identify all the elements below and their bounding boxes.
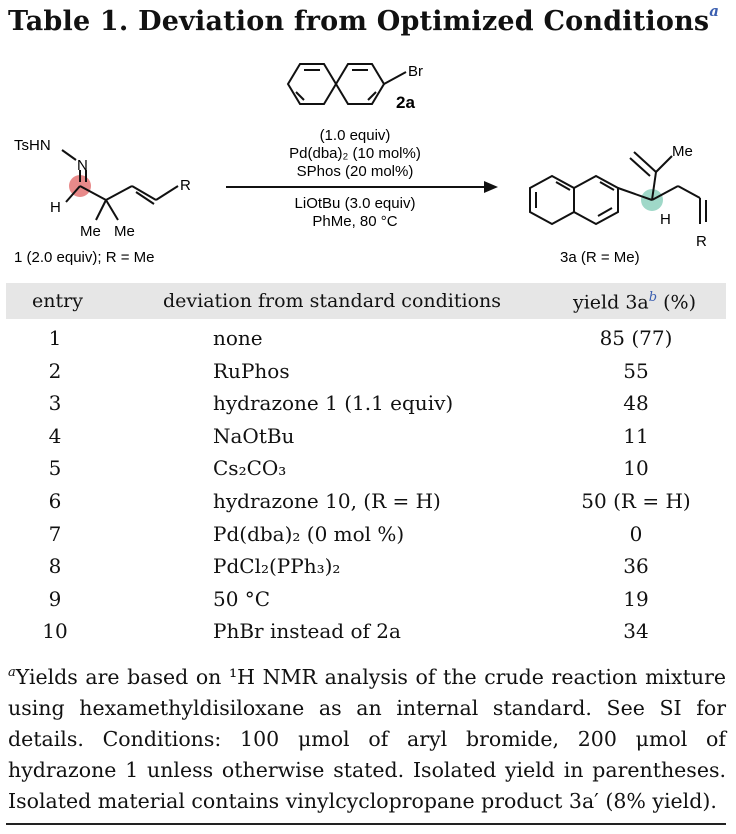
header-deviation: deviation from standard conditions xyxy=(163,290,502,312)
table-footnote xyxy=(8,657,726,817)
cell-entry: 1 xyxy=(48,326,62,350)
header-yield-mark: b xyxy=(648,290,658,305)
product-r-label: R xyxy=(696,233,707,250)
h-label: H xyxy=(50,199,61,216)
header-yield xyxy=(573,290,696,313)
footnote-a-mark: a xyxy=(8,665,16,680)
product-structure xyxy=(530,143,707,266)
product-me-label: Me xyxy=(672,143,693,160)
cell-entry: 6 xyxy=(48,488,62,513)
header-entry: entry xyxy=(32,290,83,312)
hydrazone-structure xyxy=(14,137,191,266)
title-footnote-mark: a xyxy=(709,2,720,20)
cell-entry: 3 xyxy=(48,391,62,416)
r-label: R xyxy=(180,177,191,194)
table-row xyxy=(6,420,726,453)
table-row xyxy=(6,322,726,355)
cell-entry: 9 xyxy=(48,586,62,611)
cell-deviation: RuPhos xyxy=(213,358,290,383)
cell-yield: 85 (77) xyxy=(599,326,673,350)
footnote-text: Yields are based on ¹H NMR analysis of the crude reaction mixture using hexamethyldisiloxane as an internal standard. See SI for details. Conditions: 100 μmol of aryl bromide, 200 μmol of hydrazone 1 unless otherwise stated. Isolated yield in parentheses. Isolated material contains vinylcyclopropane product 3a′ (8% yield). xyxy=(8,664,726,813)
substrate-caption: 1 (2.0 equiv); R = Me xyxy=(14,249,155,266)
n-label: N xyxy=(77,157,88,174)
reaction-scheme xyxy=(0,52,736,282)
cell-entry: 10 xyxy=(42,619,68,644)
cell-yield: 0 xyxy=(629,521,643,546)
cell-deviation: 50 °C xyxy=(213,586,271,611)
table-title-text: Table 1. Deviation from Optimized Conditions xyxy=(8,6,710,37)
cell-entry: 4 xyxy=(48,423,62,448)
bromonaphthalene-structure xyxy=(288,64,406,104)
cell-yield: 19 xyxy=(623,586,649,611)
reagent-label: 2a xyxy=(396,93,415,112)
table-row xyxy=(6,583,726,616)
cell-entry: 8 xyxy=(48,554,62,579)
table-body xyxy=(6,322,726,648)
cell-yield: 11 xyxy=(623,423,649,448)
bromine-label: Br xyxy=(408,63,423,80)
table-row xyxy=(6,355,726,388)
cell-deviation: hydrazone 1 (1.1 equiv) xyxy=(213,391,454,416)
bottom-rule xyxy=(6,823,726,825)
cell-deviation: PdCl₂(PPh₃)₂ xyxy=(213,554,341,579)
tshn-label: TsHN xyxy=(14,137,51,154)
cell-entry: 5 xyxy=(48,456,62,481)
table-row xyxy=(6,615,726,648)
cell-deviation: PhBr instead of 2a xyxy=(213,619,401,644)
table-row xyxy=(6,485,726,518)
cell-deviation: Cs₂CO₃ xyxy=(213,456,287,481)
table-header xyxy=(6,283,726,319)
cell-yield: 10 xyxy=(623,456,649,481)
table-row xyxy=(6,518,726,551)
condition-5: PhMe, 80 °C xyxy=(312,213,398,230)
cell-deviation: NaOtBu xyxy=(213,423,295,448)
cell-deviation: none xyxy=(213,326,263,350)
table-title xyxy=(8,2,720,37)
cell-yield: 55 xyxy=(623,358,649,383)
table-row xyxy=(6,452,726,485)
arrow-head xyxy=(484,181,498,193)
table-row xyxy=(6,550,726,583)
condition-1: (1.0 equiv) xyxy=(319,127,391,144)
table-row xyxy=(6,387,726,420)
product-caption: 3a (R = Me) xyxy=(560,249,640,266)
cell-yield: 36 xyxy=(623,554,649,579)
condition-3: SPhos (20 mol%) xyxy=(296,163,414,180)
cell-yield: 48 xyxy=(623,391,649,416)
product-h-label: H xyxy=(660,211,671,228)
cell-yield: 50 (R = H) xyxy=(581,488,691,513)
cell-deviation: Pd(dba)₂ (0 mol %) xyxy=(213,521,405,546)
condition-4: LiOtBu (3.0 equiv) xyxy=(294,195,416,212)
cell-entry: 2 xyxy=(48,358,62,383)
cell-yield: 34 xyxy=(623,619,649,644)
me-label-2: Me xyxy=(114,223,135,240)
condition-2: Pd(dba)₂ (10 mol%) xyxy=(289,145,421,162)
me-label-1: Me xyxy=(80,223,101,240)
header-yield-unit: (%) xyxy=(663,291,697,314)
cell-deviation: hydrazone 10, (R = H) xyxy=(213,488,441,513)
header-yield-text: yield 3a xyxy=(573,291,649,314)
cell-entry: 7 xyxy=(48,521,62,546)
